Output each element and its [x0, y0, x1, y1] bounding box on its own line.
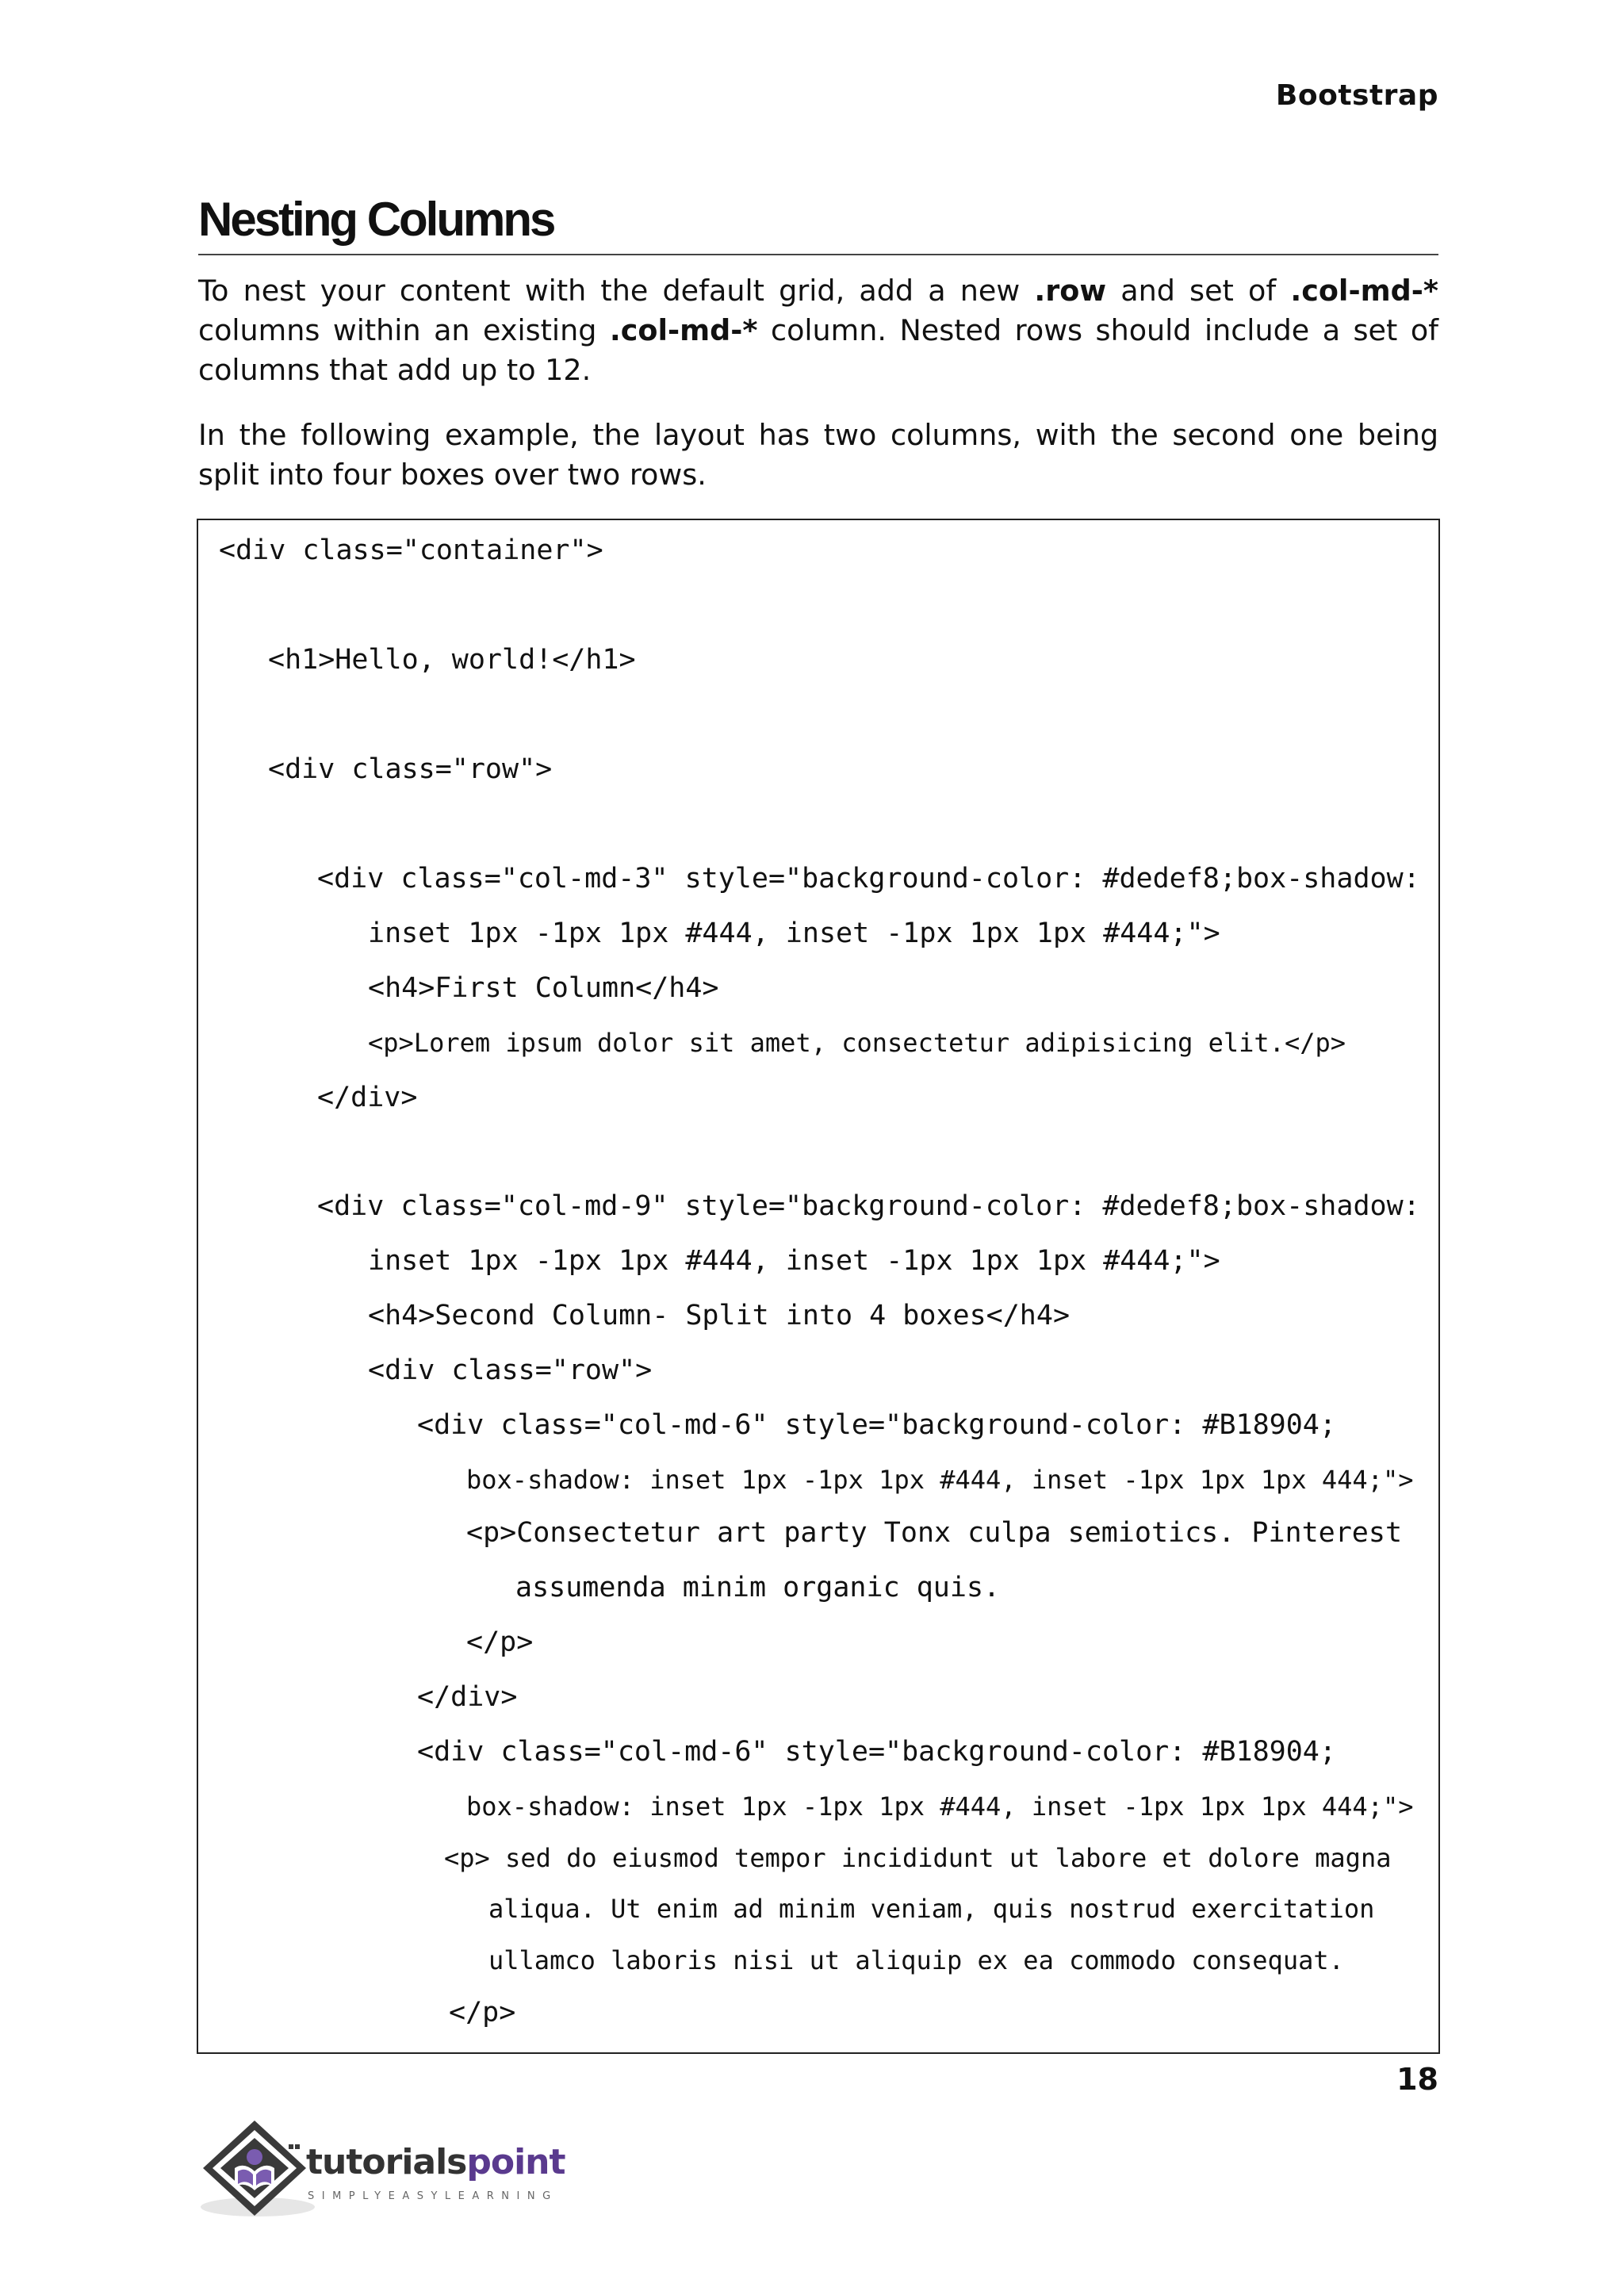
- code-line: <h1>Hello, world!</h1>: [268, 644, 636, 676]
- code-line: </p>: [466, 1626, 534, 1658]
- logo-wordmark: [306, 2143, 565, 2182]
- code-line: <p>Lorem ipsum dolor sit amet, consectetur adipisicing elit.</p>: [368, 1028, 1346, 1058]
- logo-text-point: point: [466, 2142, 565, 2182]
- code-line: ullamco laboris nisi ut aliquip ex ea commodo consequat.: [488, 1945, 1344, 1975]
- code-line: <div class="col-md-6" style="background-color: #B18904;: [417, 1736, 1336, 1768]
- col-md-term: .col-md-*: [1290, 274, 1438, 308]
- code-line: inset 1px -1px 1px #444, inset -1px 1px 1px #444;">: [368, 918, 1220, 949]
- code-line: box-shadow: inset 1px -1px 1px #444, inset -1px 1px 1px 444;">: [466, 1791, 1414, 1822]
- code-line: <p>Consectetur art party Tonx culpa semiotics. Pinterest: [466, 1517, 1403, 1549]
- page-number: 18: [1396, 2062, 1438, 2097]
- code-block: [197, 519, 1440, 2054]
- code-line: <div class="container">: [219, 534, 603, 566]
- code-line: assumenda minim organic quis.: [515, 1572, 1001, 1603]
- intro-text-3: columns within an existing: [198, 313, 610, 347]
- code-line: <div class="row">: [368, 1354, 653, 1386]
- section-heading: [198, 193, 1438, 255]
- logo-text-tutorials: tutorials: [306, 2142, 467, 2182]
- code-line: </div>: [317, 1082, 418, 1113]
- intro-paragraph: [198, 271, 1438, 390]
- code-line: <div class="col-md-3" style="background-color: #dedef8;box-shadow:: [317, 863, 1420, 895]
- code-line: box-shadow: inset 1px -1px 1px #444, inset -1px 1px 1px 444;">: [466, 1465, 1414, 1495]
- col-md-term-2: .col-md-*: [609, 313, 758, 347]
- intro-text-4: column. Nested rows should include a set of columns that add up to 12.: [198, 313, 1438, 387]
- intro-text-1: To nest your content with the default grid, add a new: [198, 274, 1035, 308]
- code-line: </p>: [449, 1997, 516, 2029]
- logo-tagline: SIMPLYEASYLEARNING: [308, 2190, 558, 2202]
- code-line: </div>: [417, 1681, 518, 1713]
- example-paragraph: In the following example, the layout has two columns, with the second one being split into four boxes over two rows.: [198, 418, 1438, 492]
- logo-diamond-icon: [195, 2116, 314, 2219]
- section-title: Nesting Columns: [198, 193, 554, 246]
- intro-text-2: and set of: [1106, 274, 1291, 308]
- code-line: <p> sed do eiusmod tempor incididunt ut labore et dolore magna: [444, 1843, 1392, 1873]
- code-line: <div class="row">: [268, 753, 553, 785]
- code-line: <h4>Second Column- Split into 4 boxes</h4>: [368, 1300, 1071, 1331]
- tutorialspoint-logo: [195, 2116, 592, 2235]
- code-line: <h4>First Column</h4>: [368, 972, 719, 1004]
- code-line: aliqua. Ut enim ad minim veniam, quis nostrud exercitation: [488, 1894, 1375, 1924]
- row-class-term: .row: [1034, 274, 1107, 308]
- code-line: <div class="col-md-9" style="background-color: #dedef8;box-shadow:: [317, 1190, 1420, 1222]
- running-header: Bootstrap: [1275, 79, 1438, 112]
- code-line: inset 1px -1px 1px #444, inset -1px 1px 1px #444;">: [368, 1245, 1220, 1277]
- code-line: <div class="col-md-6" style="background-color: #B18904;: [417, 1409, 1336, 1441]
